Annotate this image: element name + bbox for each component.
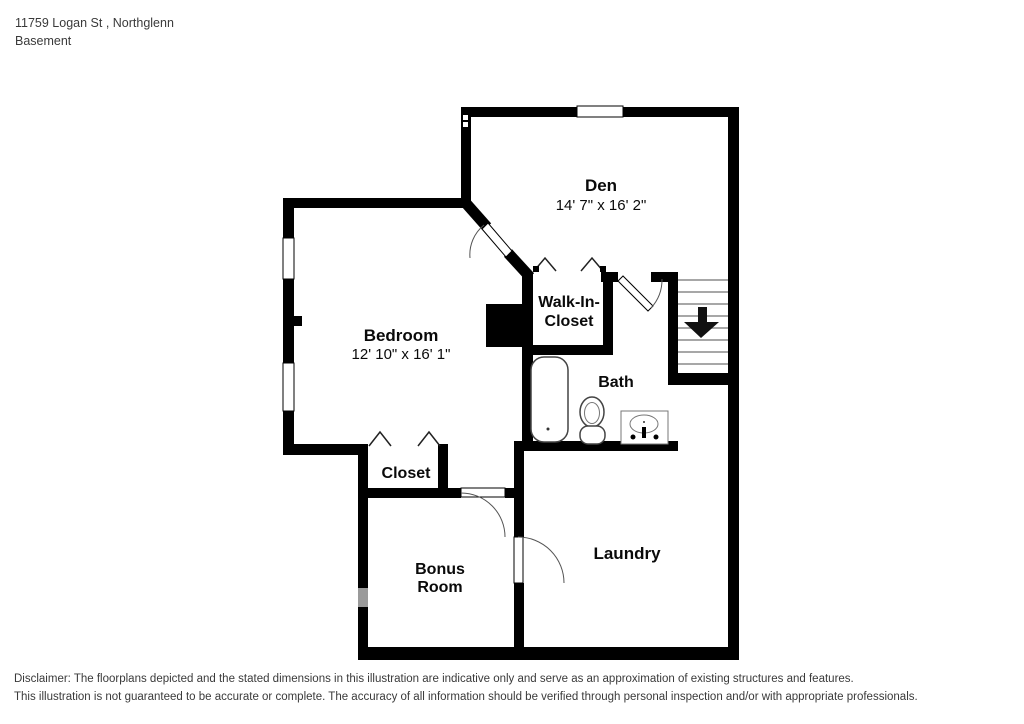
room-label-laundry: Laundry — [593, 544, 661, 563]
room-label-bonus-room-line2: Room — [417, 579, 463, 596]
wall-vent-detail — [461, 112, 470, 131]
window — [283, 363, 294, 411]
room-dims-den: 14' 7" x 16' 2" — [555, 197, 647, 214]
window — [283, 238, 294, 279]
disclaimer-line2: This illustration is not guaranteed to be accurate or complete. The accuracy of all information should be verified through personal inspection and/or with appropriate professionals. — [14, 691, 918, 703]
room-dims-bedroom: 12' 10" x 16' 1" — [351, 346, 451, 363]
room-label-den: Den — [584, 176, 618, 195]
stairs-down-arrow-icon — [684, 307, 719, 338]
laundry-door — [514, 537, 564, 583]
bathtub — [531, 357, 568, 442]
window — [577, 106, 623, 117]
bedroom-door — [470, 223, 512, 258]
plan-floor-label: Basement — [15, 34, 72, 48]
room-label-walk-in-closet-line2: Closet — [544, 313, 594, 330]
window — [358, 588, 368, 607]
plan-address: 11759 Logan St , Northglenn — [15, 16, 174, 30]
toilet — [580, 397, 605, 444]
windows — [283, 106, 623, 607]
room-label-closet: Closet — [381, 465, 431, 482]
disclaimer-line1: Disclaimer: The floorplans depicted and the stated dimensions in this illustration are indicative only and serve as an approximation of existing structures and features. — [14, 673, 854, 685]
room-label-bath: Bath — [598, 374, 634, 391]
sink-vanity — [621, 411, 668, 444]
disclaimer — [14, 670, 918, 706]
room-label-bedroom: Bedroom — [363, 326, 439, 345]
stairs — [678, 280, 728, 364]
room-label-bonus-room-line1: Bonus — [415, 561, 465, 578]
walls — [283, 107, 739, 660]
room-label-walk-in-closet-line1: Walk-In- — [538, 294, 600, 311]
bonus-room-door — [461, 488, 505, 537]
